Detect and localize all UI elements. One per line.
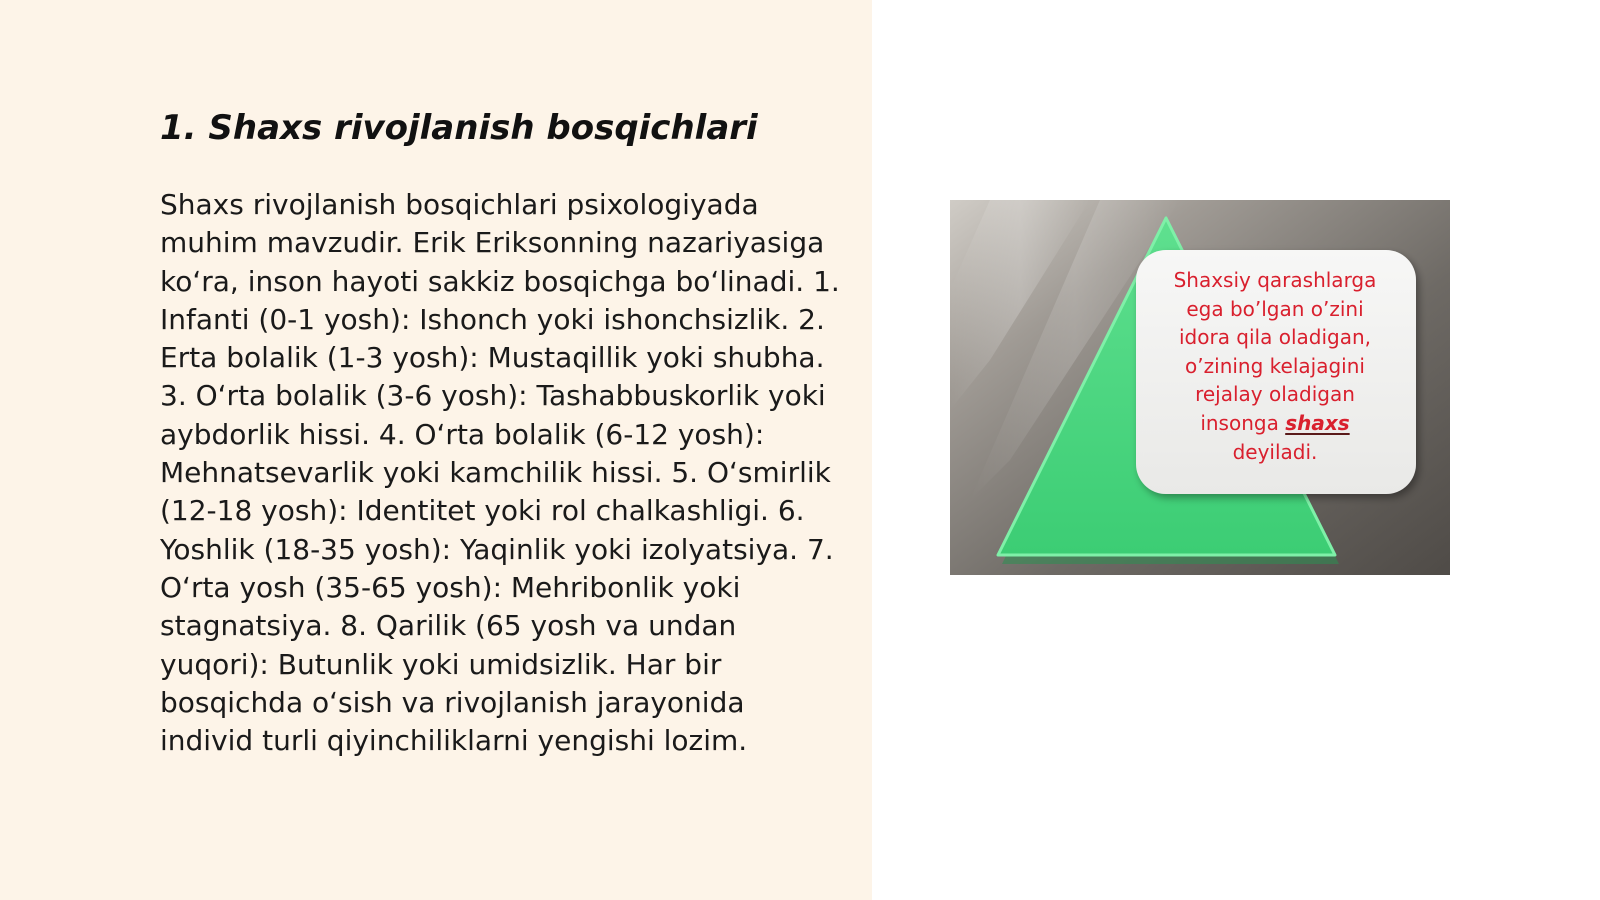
card-line	[1140, 409, 1410, 438]
card-line: Shaxsiy qarashlarga	[1173, 268, 1377, 292]
card-line-prefix: insonga	[1200, 410, 1286, 435]
card-line: rejalay oladigan	[1195, 382, 1355, 407]
card-emphasis-word: shaxs	[1285, 410, 1350, 435]
definition-card-text	[1140, 266, 1410, 466]
card-line: o’zining kelajagini	[1185, 353, 1365, 378]
card-line: deyiladi.	[1232, 439, 1318, 464]
slide-body-text: Shaxs rivojlanish bosqichlari psixologiyada muhim mavzudir. Erik Eriksonning nazariyasiga koʻra, inson hayoti sakkiz bosqichga boʻlinadi. 1. Infanti (0-1 yosh): Ishonch yoki ishonchsizlik. 2. Erta bolalik (1-3 yosh): Mustaqillik yoki shubha. 3. Oʻrta bolalik (3-6 yosh): Tashabbuskorlik yoki aybdorlik hissi. 4. Oʻrta bolalik (6-12 yosh): Mehnatsevarlik yoki kamchilik hissi. 5. Oʻsmirlik (12-18 yosh): Identitet yoki rol chalkashligi. 6. Yoshlik (18-35 yosh): Yaqinlik yoki izolyatsiya. 7. Oʻrta yosh (35-65 yosh): Mehribonlik yoki stagnatsiya. 8. Qarilik (65 yosh va undan yuqori): Butunlik yoki umidsizlik. Har bir bosqichda oʻsish va rivojlanish jarayonida individ turli qiyinchiliklarni yengishi lozim.	[160, 188, 840, 758]
card-line: idora qila oladigan,	[1178, 325, 1372, 350]
slide-title: 1. Shaxs rivojlanish bosqichlari	[160, 108, 758, 148]
card-line: ega bo’lgan o’zini	[1186, 296, 1364, 321]
